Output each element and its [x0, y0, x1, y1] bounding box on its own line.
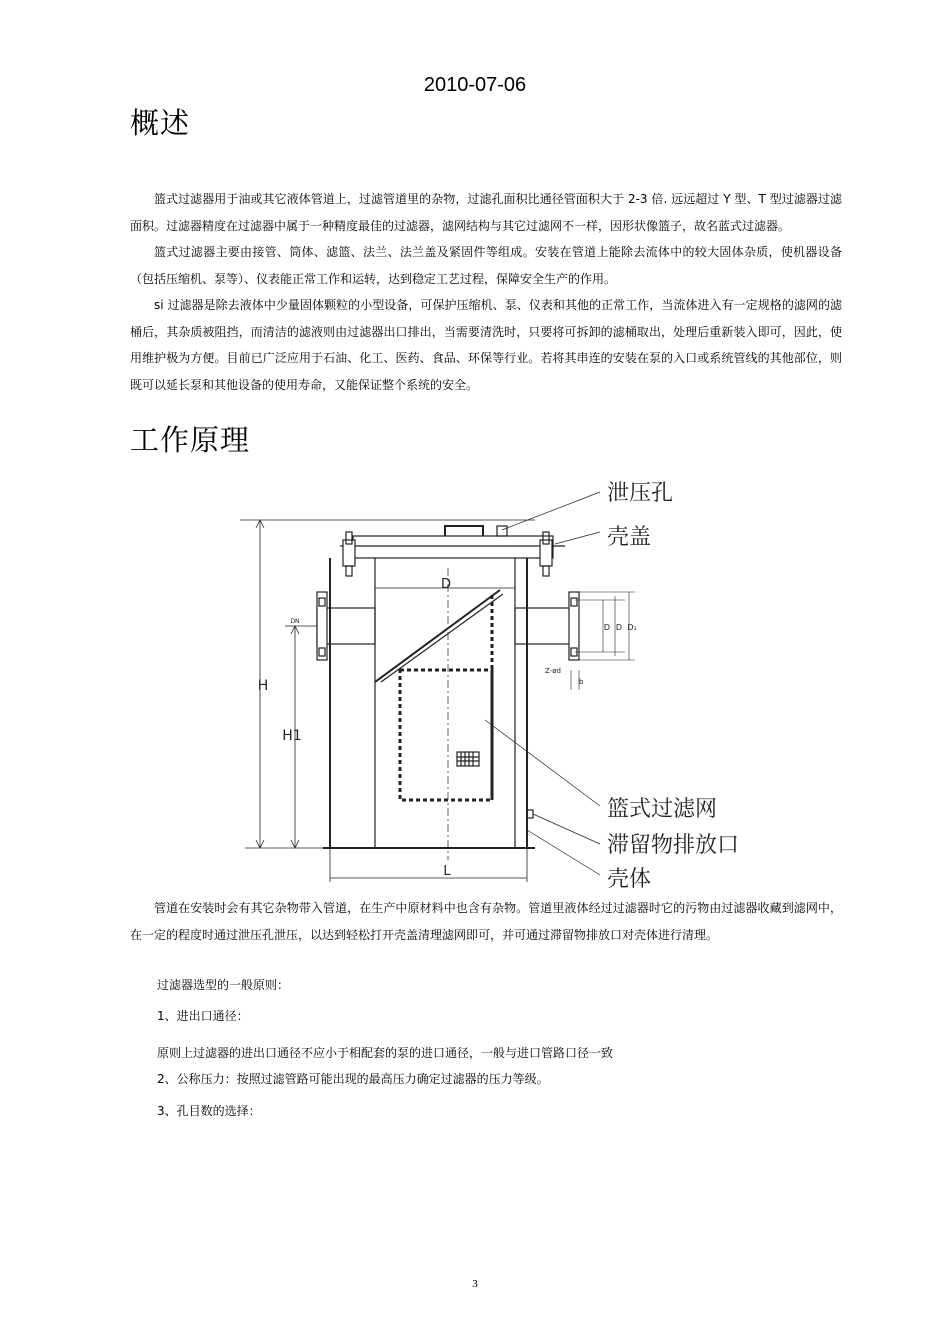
dim-d2-label: D₁ [627, 623, 637, 632]
dim-d1-label: D [615, 623, 623, 632]
selection-item-1-text: 原则上过滤器的进出口通径不应小于相配套的泵的进口通径，一般与进口管路口径一致 [157, 1046, 614, 1060]
selection-title: 过滤器选型的一般原则： [157, 978, 290, 992]
basket-filter-diagram [235, 470, 795, 895]
dim-b-label: b [579, 678, 584, 686]
section-title-overview: 概述 [130, 106, 191, 140]
dim-l-label: L [443, 864, 451, 879]
section-title-principle: 工作原理 [130, 423, 251, 457]
principle-body [130, 895, 842, 948]
selection-item-1: 1、进出口通径： [157, 1009, 249, 1023]
dim-h-label: H [257, 678, 269, 694]
page-number: 3 [472, 1278, 478, 1290]
callout-cover: 壳盖 [607, 525, 652, 550]
overview-paragraph-1: 篮式过滤器用于油或其它液体管道上，过滤管道里的杂物，过滤孔面积比通径管面积大于 2-3 倍. 远远超过 Y 型、T 型过滤器过滤面积。过滤器精度在过滤器中属于一种精度最佳的过滤器，滤网结构与其它过滤网不一样，因形状像篮子，故名蓝式过滤器。 [130, 192, 842, 233]
overview-paragraph-2: 篮式过滤器主要由接管、筒体、滤篮、法兰、法兰盖及紧固件等组成。安装在管道上能除去流体中的较大固体杂质，使机器设备（包括压缩机、泵等）、仪表能正常工作和运转，达到稳定工艺过程，保障安全生产的作用。 [130, 245, 842, 286]
dim-zd-label: Z-ød [545, 667, 561, 675]
callout-basket-screen: 篮式过滤网 [607, 797, 718, 822]
dim-d-label: D [440, 577, 452, 592]
selection-item-3: 3、孔目数的选择： [157, 1104, 261, 1118]
overview-paragraph-3: si 过滤器是除去液体中少量固体颗粒的小型设备，可保护压缩机、泵、仪表和其他的正常工作，当流体进入有一定规格的滤网的滤桶后，其杂质被阻挡，而清洁的滤液则由过滤器出口排出，当需要清洗时，只要将可拆卸的滤桶取出，处理后重新装入即可，因此，使用维护极为方便。目前已广泛应用于石油、化工、医药、食品、环保等行业。若将其串连的安装在泵的入口或系统管线的其他部位，则既可以延长泵和其他设备的使用寿命，又能保证整个系统的安全。 [130, 298, 842, 392]
principle-paragraph: 管道在安装时会有其它杂物带入管道，在生产中原材料中也含有杂物。管道里液体经过过滤器时它的污物由过滤器收藏到滤网中，在一定的程度时通过泄压孔泄压，以达到轻松打开壳盖清理滤网即可，并可通过滞留物排放口对壳体进行清理。 [130, 901, 842, 942]
callout-relief-hole: 泄压孔 [607, 481, 674, 506]
dim-dn-label: DN [290, 618, 300, 625]
callout-drain-port: 滞留物排放口 [607, 833, 740, 858]
callout-shell: 壳体 [607, 867, 652, 892]
document-date: 2010-07-06 [423, 74, 527, 96]
dim-h1-label: H1 [282, 728, 302, 744]
dim-d0-label: D [603, 623, 611, 632]
selection-item-2: 2、公称压力：按照过滤管路可能出现的最高压力确定过滤器的压力等级。 [157, 1072, 549, 1086]
overview-body [130, 186, 842, 398]
